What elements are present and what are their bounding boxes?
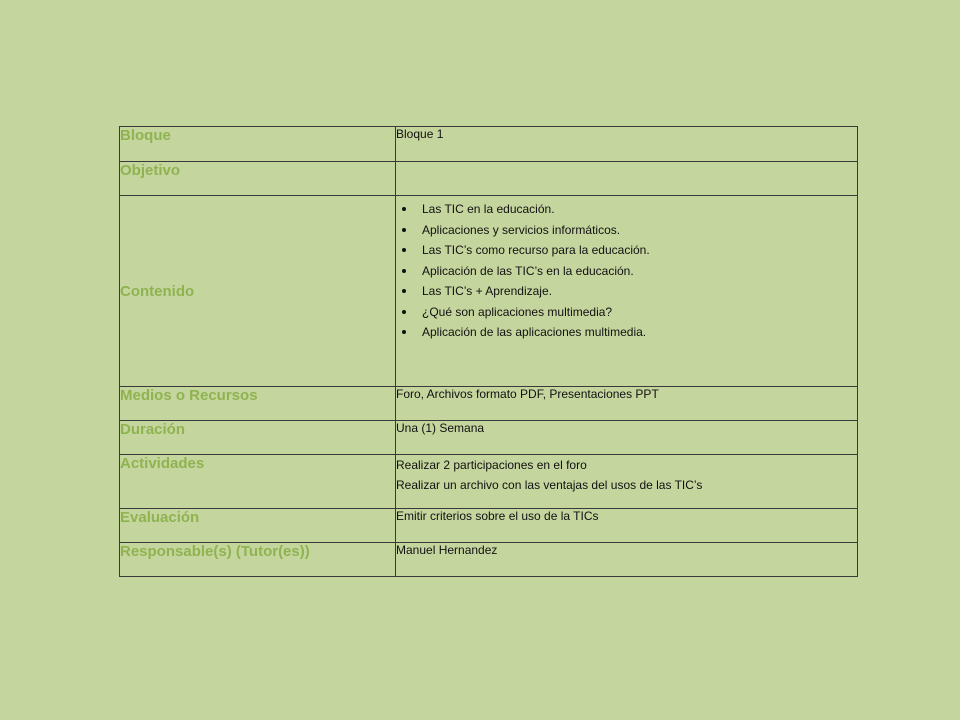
row-label-duracion: Duración [120, 421, 396, 455]
table-row-objetivo [120, 162, 858, 196]
list-item: Aplicaciones y servicios informáticos. [400, 220, 857, 241]
table-row-bloque [120, 127, 858, 162]
table-row-medios [120, 387, 858, 421]
row-label-objetivo: Objetivo [120, 162, 396, 196]
row-value-objetivo [396, 162, 858, 196]
row-value-bloque: Bloque 1 [396, 127, 858, 162]
list-item: Aplicación de las aplicaciones multimedia. [400, 322, 857, 343]
content-list [396, 199, 857, 343]
table-row-actividades [120, 455, 858, 509]
course-plan-table [119, 126, 858, 577]
table-row-responsable [120, 543, 858, 577]
list-item: Las TIC en la educación. [400, 199, 857, 220]
list-item: Las TIC’s como recurso para la educación. [400, 240, 857, 261]
row-value-evaluacion: Emitir criterios sobre el uso de la TICs [396, 509, 858, 543]
row-label-medios: Medios o Recursos [120, 387, 396, 421]
row-value-responsable: Manuel Hernandez [396, 543, 858, 577]
row-label-responsable: Responsable(s) (Tutor(es)) [120, 543, 396, 577]
table-row-contenido [120, 196, 858, 387]
row-label-contenido: Contenido [120, 196, 396, 387]
row-value-duracion: Una (1) Semana [396, 421, 858, 455]
list-item: ¿Qué son aplicaciones multimedia? [400, 302, 857, 323]
row-label-bloque: Bloque [120, 127, 396, 162]
row-value-medios: Foro, Archivos formato PDF, Presentaciones PPT [396, 387, 858, 421]
list-item: Las TIC’s + Aprendizaje. [400, 281, 857, 302]
row-value-actividades [396, 455, 858, 509]
table-row-evaluacion [120, 509, 858, 543]
activity-line: Realizar 2 participaciones en el foro [396, 458, 587, 472]
row-label-actividades: Actividades [120, 455, 396, 509]
table-row-duracion [120, 421, 858, 455]
list-item: Aplicación de las TIC’s en la educación. [400, 261, 857, 282]
row-value-contenido [396, 196, 858, 387]
activity-line: Realizar un archivo con las ventajas del usos de las TIC’s [396, 478, 703, 492]
row-label-evaluacion: Evaluación [120, 509, 396, 543]
